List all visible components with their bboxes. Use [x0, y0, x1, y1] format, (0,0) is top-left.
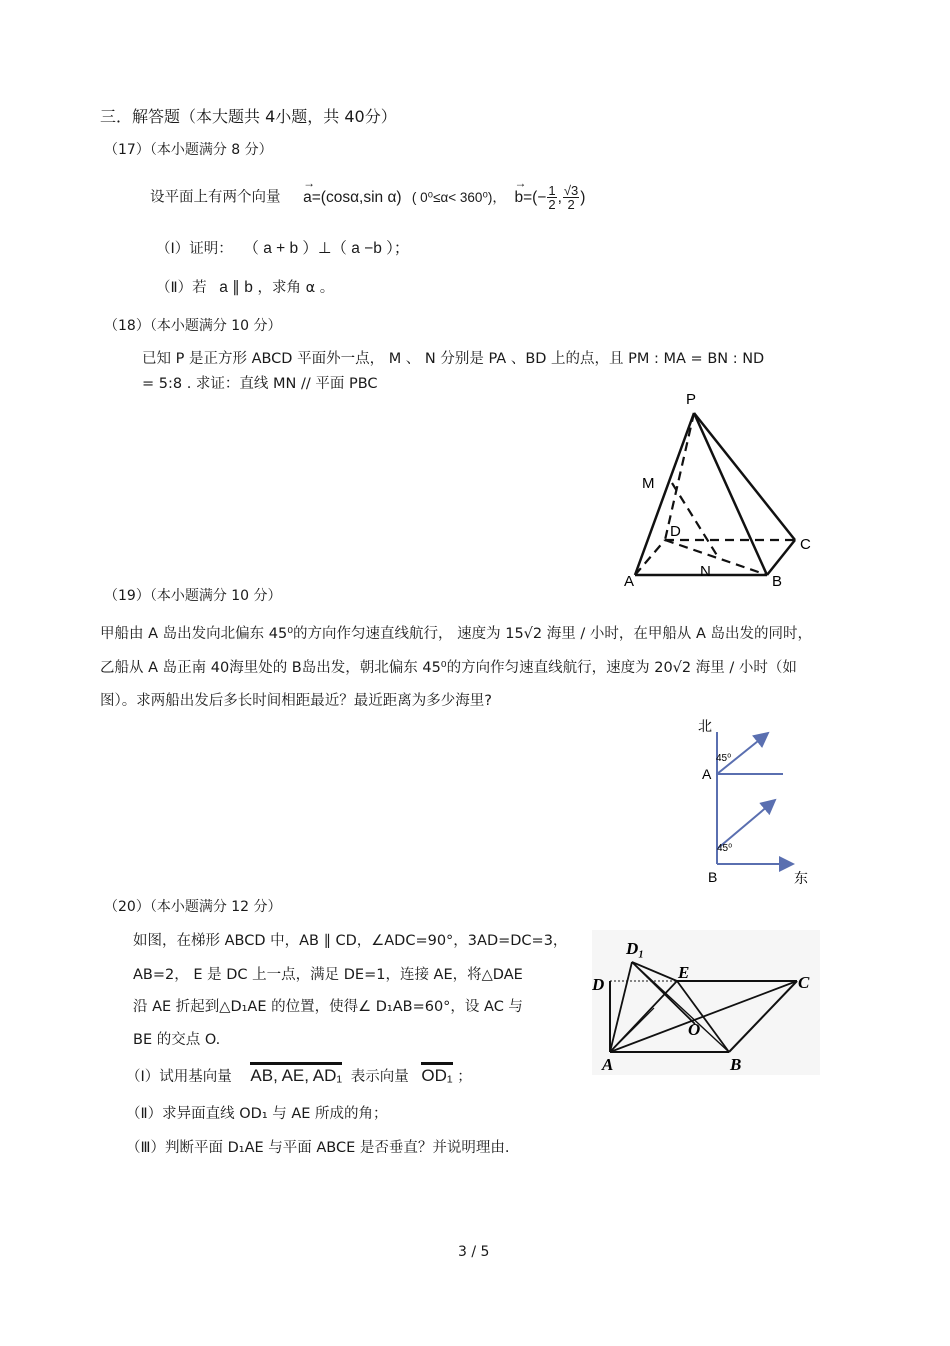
label-B: B	[772, 573, 783, 590]
label-angle2: 45⁰	[717, 843, 733, 854]
q18-line2: = 5:8 . 求证：直线 MN // 平面 PBC	[142, 376, 378, 392]
q20-part3: （Ⅲ）判断平面 D₁AE 与平面 ABCE 是否垂直？并说明理由.	[126, 1140, 510, 1156]
label-A: A	[702, 766, 712, 782]
label-A: A	[602, 1055, 614, 1074]
vector-a-expr: =(cosα,sin α)	[311, 188, 402, 206]
q18-line1: 已知 P 是正方形 ABCD 平面外一点， M 、 N 分别是 PA 、BD 上的点，且 PM : MA = BN : ND	[142, 351, 765, 367]
trapezoid-figure	[592, 930, 820, 1075]
label-D: D	[592, 975, 605, 994]
edge-PD	[665, 413, 694, 540]
q17-part2-expr: a ∥ b	[219, 279, 253, 296]
q17-part1-label: （Ⅰ）证明：	[156, 241, 233, 257]
label-E: E	[678, 963, 690, 982]
q20-part1-mid: 表示向量	[350, 1069, 409, 1085]
q17-part2-label: （Ⅱ）若	[156, 280, 207, 296]
edge-AD	[635, 540, 665, 575]
vector-a: → a	[303, 189, 312, 207]
q19-header: （19）（本小题满分 10 分）	[104, 588, 282, 604]
q20-header: （20）（本小题满分 12 分）	[104, 899, 282, 915]
edge-PA	[635, 413, 694, 575]
q19-line3: 图）。求两船出发后多长时间相距最近？最近距离为多少海里?	[100, 693, 492, 709]
vector-b-expr-post: )	[580, 188, 586, 206]
label-A: A	[624, 573, 635, 590]
section-title: 三．解答题（本大题共 4小题，共 40分）	[100, 107, 397, 126]
q20-part1	[126, 1065, 472, 1086]
pyramid-figure	[610, 385, 820, 590]
label-north: 北	[698, 720, 712, 735]
q20-part2: （Ⅱ）求异面直线 OD₁ 与 AE 所成的角；	[126, 1106, 388, 1122]
vector-b-expr-pre: =(−	[523, 188, 547, 206]
q20-base-vectors: AB, AE, AD₁	[250, 1062, 342, 1085]
label-B: B	[708, 869, 718, 885]
q20-line3: 沿 AE 折起到△D₁AE 的位置，使得∠ D₁AB=60°，设 AC 与	[133, 999, 523, 1015]
q20-line1: 如图，在梯形 ABCD 中，AB ∥ CD，∠ADC=90°，3AD=DC=3，	[133, 933, 568, 949]
label-O: O	[688, 1020, 701, 1039]
fraction-one-half: $\frac{1}{2}$	[548, 183, 556, 212]
q20-line2: AB=2， E 是 DC 上一点，满足 DE=1，连接 AE，将△DAE	[133, 967, 523, 983]
q18-header: （18）（本小题满分 10 分）	[104, 318, 282, 334]
ship-B-path	[717, 800, 775, 849]
label-D: D	[670, 523, 681, 540]
q20-line4: BE 的交点 O.	[133, 1032, 221, 1048]
q19-line2: 乙船从 A 岛正南 40海里处的 B岛出发，朝北偏东 45⁰的方向作匀速直线航行，速度为 20√2 海里 / 小时（如	[100, 660, 797, 676]
q17-part2-tail: ，求角 α 。	[257, 280, 335, 296]
q20-part1-end: ；	[457, 1069, 472, 1085]
q17-stem: 设平面上有两个向量 → a=(cosα,sin α) ( 0⁰≤α< 360⁰)， → b=(− $\frac{1}{2}$ , $\frac{√3}{2}$ )	[150, 184, 585, 211]
q19-line1: 甲船由 A 岛出发向北偏东 45⁰的方向作匀速直线航行， 速度为 15√2 海里 / 小时，在甲船从 A 岛出发的同时，	[100, 626, 812, 642]
q17-part2	[156, 276, 334, 297]
edge-PC	[694, 413, 795, 540]
q17-header: （17）（本小题满分 8 分）	[104, 142, 273, 158]
vector-b: → b	[514, 189, 523, 207]
edge-DB	[665, 540, 767, 575]
label-N: N	[700, 563, 711, 580]
label-D1: D₁	[626, 939, 645, 958]
label-C: C	[800, 536, 811, 553]
q17-part1	[156, 236, 409, 258]
edge-BC	[767, 540, 795, 575]
alpha-range: ( 0⁰≤α< 360⁰)，	[411, 189, 506, 205]
label-C: C	[798, 973, 810, 992]
fraction-root3-half: $\frac{√3}{2}$	[563, 183, 579, 212]
label-B: B	[730, 1055, 742, 1074]
q20-target-vector: OD₁	[421, 1062, 452, 1085]
label-angle1: 45⁰	[716, 753, 732, 764]
navigation-figure	[690, 712, 820, 892]
label-M: M	[642, 475, 655, 492]
label-east: 东	[794, 872, 808, 887]
q17-stem-text: 设平面上有两个向量	[150, 189, 281, 206]
page-number: 3 / 5	[458, 1244, 490, 1260]
q17-part1-expr: （ a + b ）⊥（ a −b ）；	[243, 240, 410, 257]
q20-part1-label: （Ⅰ）试用基向量	[126, 1069, 232, 1085]
label-P: P	[686, 391, 697, 408]
edge-PB	[694, 413, 767, 575]
